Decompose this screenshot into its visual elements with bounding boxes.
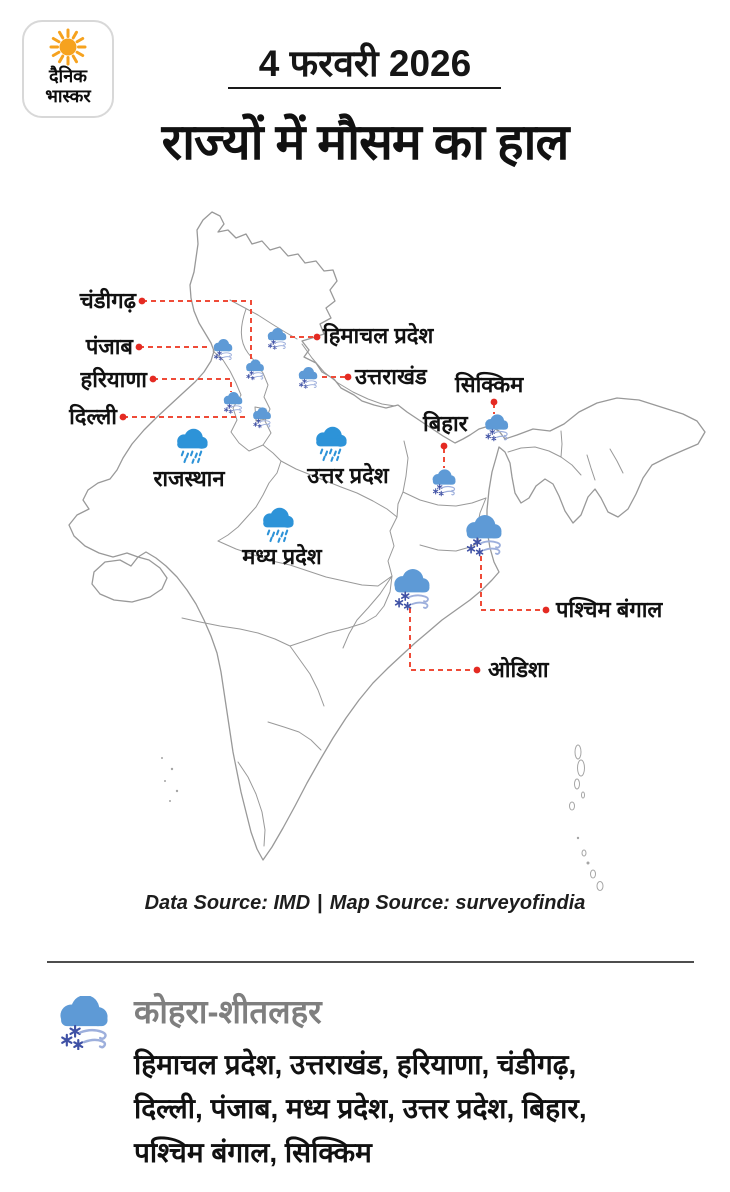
- fog-coldwave-icon-sikkim: [485, 414, 508, 440]
- fog-coldwave-icon-bihar: [433, 469, 456, 495]
- label-delhi: दिल्ली: [69, 404, 117, 429]
- rain-icon-uttar-pradesh: [316, 427, 346, 461]
- india-outline: [69, 212, 705, 860]
- page-title: राज्यों में मौसम का हाल: [161, 114, 569, 170]
- label-haryana: हरियाणा: [80, 367, 147, 392]
- legend-title: कोहरा-शीतलहर: [134, 993, 322, 1030]
- fog-coldwave-icon-haryana: [224, 392, 243, 413]
- fog-coldwave-icon-legend: [56, 996, 112, 1050]
- label-uttar-pradesh: उत्तर प्रदेश: [307, 463, 389, 488]
- legend-states: [134, 1043, 686, 1176]
- label-madhya-pradesh: मध्य प्रदेश: [242, 544, 322, 569]
- date-heading: 4 फरवरी 2026: [258, 43, 472, 84]
- logo-line2: भास्कर: [45, 86, 91, 107]
- fog-coldwave-icon-west-bengal: [466, 515, 501, 555]
- logo-line1: दैनिक: [48, 66, 88, 86]
- legend-states-line-1: हिमाचल प्रदेश, उत्तराखंड, हरियाणा, चंडीगढ़,: [134, 1049, 577, 1080]
- fog-coldwave-icon-odisha: [394, 569, 429, 609]
- rain-icon-rajasthan: [177, 429, 207, 463]
- fog-coldwave-icon-uttarakhand: [299, 367, 318, 388]
- data-source-text: Data Source: IMD: [144, 892, 311, 914]
- legend-states-line-2: दिल्ली, पंजाब, मध्य प्रदेश, उत्तर प्रदेश, बिहार,: [134, 1093, 587, 1125]
- label-rajasthan: राजस्थान: [153, 466, 225, 491]
- label-odisha: ओडिशा: [488, 657, 549, 682]
- label-bihar: बिहार: [423, 411, 468, 436]
- map-source-text: Map Source: surveyofindia: [329, 892, 586, 914]
- label-west-bengal: पश्चिम बंगाल: [556, 597, 663, 622]
- divider-line: [47, 961, 694, 963]
- fog-coldwave-icon-chandigarh: [246, 359, 264, 379]
- legend-states-line-3: पश्चिम बंगाल, सिक्किम: [134, 1137, 372, 1169]
- label-chandigarh: चंडीगढ़: [79, 288, 136, 313]
- source-separator: |: [317, 892, 323, 914]
- lakshadweep-islands: [161, 757, 178, 802]
- label-sikkim: सिक्किम: [455, 372, 524, 397]
- andaman-islands: [570, 745, 604, 891]
- rain-icon-madhya-pradesh: [263, 508, 293, 542]
- label-uttarakhand: उत्तराखंड: [355, 364, 427, 389]
- fog-coldwave-icon-punjab: [214, 339, 233, 360]
- label-punjab: पंजाब: [85, 334, 133, 359]
- source-line: [0, 892, 730, 915]
- label-himachal: हिमाचल प्रदेश: [323, 323, 434, 348]
- legend: [56, 988, 686, 1176]
